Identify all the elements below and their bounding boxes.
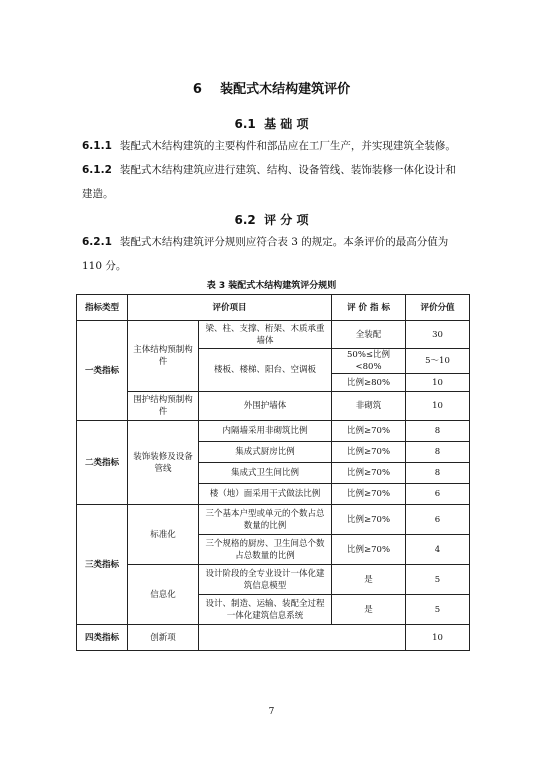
- table-row: [77, 565, 470, 595]
- table-row: [77, 421, 470, 442]
- item-cell: 外围护墙体: [199, 392, 332, 421]
- item-cell: 三个基本户型或单元的个数占总数量的比例: [199, 505, 332, 535]
- indicator-cell: 比例≥70%: [332, 505, 406, 535]
- indicator-cell: 比例≥70%: [332, 442, 406, 463]
- chapter-number: 6: [192, 82, 202, 97]
- category-cell: 一类指标: [77, 321, 128, 421]
- group-cell: 标准化: [128, 505, 199, 565]
- page-number: 7: [268, 707, 275, 717]
- item-cell: 梁、柱、支撑、桁架、木质承重墙体: [199, 321, 332, 349]
- clause-number: 6.2.1: [82, 236, 112, 248]
- indicator-cell: 比例≥70%: [332, 463, 406, 484]
- section-number: 6.2: [234, 213, 256, 227]
- table-header-row: [77, 295, 470, 321]
- item-cell: 内隔墙采用非砌筑比例: [199, 421, 332, 442]
- item-cell: 设计阶段的全专业设计一体化建筑信息模型: [199, 565, 332, 595]
- indicator-cell: 是: [332, 565, 406, 595]
- section-title-basic: [0, 115, 543, 132]
- item-cell: 设计、制造、运输、装配全过程一体化建筑信息系统: [199, 595, 332, 625]
- chapter-title: [0, 78, 543, 97]
- chapter-title-text: 装配式木结构建筑评价: [220, 82, 351, 97]
- empty-cell: [199, 625, 406, 651]
- table-row: [77, 392, 470, 421]
- indicator-cell: 比例≥80%: [332, 374, 406, 392]
- indicator-cell: 50%≤比例<80%: [332, 349, 406, 374]
- item-cell: 楼板、楼梯、阳台、空调板: [199, 349, 332, 392]
- score-cell: 30: [406, 321, 470, 349]
- indicator-cell: 是: [332, 595, 406, 625]
- table-row: [77, 505, 470, 535]
- score-cell: 5: [406, 565, 470, 595]
- item-cell: 集成式厨房比例: [199, 442, 332, 463]
- category-cell: 四类指标: [77, 625, 128, 651]
- header-cell: 评价项目: [128, 295, 332, 321]
- score-cell: 5～10: [406, 349, 470, 374]
- clause-6-1-2: [82, 158, 466, 206]
- table-caption: 表 3 装配式木结构建筑评分规则: [206, 281, 337, 291]
- indicator-cell: 比例≥70%: [332, 421, 406, 442]
- indicator-cell: 比例≥70%: [332, 484, 406, 505]
- section-title-text: 基 础 项: [264, 117, 309, 131]
- header-cell: 评 价 指 标: [332, 295, 406, 321]
- score-cell: 8: [406, 421, 470, 442]
- item-cell: 楼（地）面采用干式做法比例: [199, 484, 332, 505]
- clause-text: 装配式木结构建筑评分规则应符合表 3 的规定。本条评价的最高分值为 110 分。: [82, 236, 449, 272]
- score-cell: 8: [406, 463, 470, 484]
- clause-number: 6.1.2: [82, 164, 112, 176]
- section-number: 6.1: [234, 117, 256, 131]
- section-title-text: 评 分 项: [264, 213, 309, 227]
- header-cell: 评价分值: [406, 295, 470, 321]
- score-cell: 10: [406, 392, 470, 421]
- clause-6-1-1: [82, 134, 466, 158]
- clause-text: 装配式木结构建筑的主要构件和部品应在工厂生产，并实现建筑全装修。: [119, 140, 456, 152]
- table-row: [77, 321, 470, 349]
- category-cell: 二类指标: [77, 421, 128, 505]
- score-cell: 8: [406, 442, 470, 463]
- group-cell: 装饰装修及设备管线: [128, 421, 199, 505]
- score-cell: 6: [406, 484, 470, 505]
- group-cell: 围护结构预制构件: [128, 392, 199, 421]
- item-cell: 集成式卫生间比例: [199, 463, 332, 484]
- indicator-cell: 全装配: [332, 321, 406, 349]
- score-cell: 10: [406, 374, 470, 392]
- score-cell: 4: [406, 535, 470, 565]
- group-cell: 信息化: [128, 565, 199, 625]
- indicator-cell: 非砌筑: [332, 392, 406, 421]
- scoring-table: [76, 294, 470, 651]
- item-cell: 三个规格的厨房、卫生间总个数占总数量的比例: [199, 535, 332, 565]
- group-cell: 主体结构预制构件: [128, 321, 199, 392]
- clause-number: 6.1.1: [82, 140, 112, 152]
- score-cell: 6: [406, 505, 470, 535]
- category-cell: 三类指标: [77, 505, 128, 625]
- score-cell: 5: [406, 595, 470, 625]
- section-title-score: [0, 211, 543, 228]
- clause-text: 装配式木结构建筑应进行建筑、结构、设备管线、装饰装修一体化设计和建造。: [82, 164, 456, 200]
- score-cell: 10: [406, 625, 470, 651]
- group-cell: 创新项: [128, 625, 199, 651]
- table-row: [77, 625, 470, 651]
- header-cell: 指标类型: [77, 295, 128, 321]
- clause-6-2-1: [82, 230, 466, 278]
- indicator-cell: 比例≥70%: [332, 535, 406, 565]
